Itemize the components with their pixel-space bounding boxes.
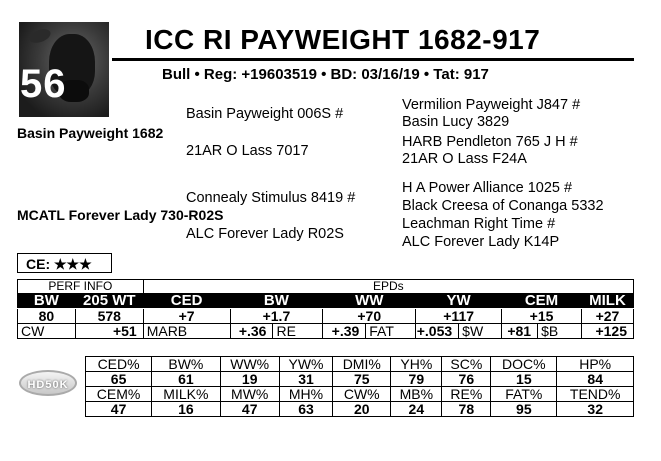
g-val: 16 — [152, 402, 220, 417]
val-cw: +51 — [75, 324, 143, 339]
g-hdr: CEM% — [86, 387, 152, 402]
g-val: 76 — [442, 372, 491, 387]
hdr-bw-actual: BW — [18, 294, 76, 309]
registration-line: Bull • Reg: +19603519 • BD: 03/16/19 • Tat: 917 — [162, 66, 489, 83]
g-hdr: YW% — [279, 357, 332, 372]
g-val: 24 — [391, 402, 442, 417]
dam: MCATL Forever Lady 730-R02S — [17, 207, 224, 223]
g-hdr: YH% — [391, 357, 442, 372]
lbl-cw: CW — [18, 324, 76, 339]
val-milk: +27 — [581, 309, 633, 324]
genomic-value-row-2 — [86, 402, 634, 417]
g-hdr: DOC% — [491, 357, 557, 372]
genomic-value-row-1 — [86, 372, 634, 387]
g-hdr: MILK% — [152, 387, 220, 402]
val-ww: +70 — [323, 309, 416, 324]
g-hdr: FAT% — [491, 387, 557, 402]
animal-ear — [28, 27, 53, 46]
g-hdr: MW% — [220, 387, 279, 402]
g-hdr: CW% — [333, 387, 391, 402]
val-bw-actual: 80 — [18, 309, 76, 324]
g-val: 79 — [391, 372, 442, 387]
animal-title: ICC RI PAYWEIGHT 1682-917 — [145, 24, 541, 55]
ds-dam: Black Creesa of Conanga 5332 — [402, 198, 604, 214]
lbl-re: RE — [273, 324, 323, 339]
g-hdr: SC% — [442, 357, 491, 372]
val-fat: +.053 — [416, 324, 459, 339]
g-val: 95 — [491, 402, 557, 417]
g-val: 31 — [279, 372, 332, 387]
val-re: +.39 — [323, 324, 366, 339]
val-marb: +.36 — [230, 324, 273, 339]
g-val: 47 — [220, 402, 279, 417]
ds-sire: H A Power Alliance 1025 # — [402, 180, 573, 196]
g-hdr: BW% — [152, 357, 220, 372]
g-val: 19 — [220, 372, 279, 387]
g-val: 32 — [557, 402, 634, 417]
g-val: 47 — [86, 402, 152, 417]
hdr-yw: YW — [416, 294, 502, 309]
g-val: 63 — [279, 402, 332, 417]
dd-sire: Leachman Right Time # — [402, 216, 556, 232]
lot-number: 56 — [20, 62, 67, 106]
epd-value-row-2 — [18, 324, 634, 339]
epd-header-row — [18, 294, 634, 309]
val-bw: +1.7 — [230, 309, 323, 324]
hdr-bw: BW — [230, 294, 323, 309]
ss-dam: Basin Lucy 3829 — [402, 114, 510, 130]
title-divider — [112, 58, 634, 61]
g-val: 75 — [333, 372, 391, 387]
g-val: 61 — [152, 372, 220, 387]
g-hdr: WW% — [220, 357, 279, 372]
sd-sire: HARB Pendleton 765 J H # — [402, 134, 578, 150]
dd-dam: ALC Forever Lady K14P — [402, 234, 560, 250]
g-hdr: CED% — [86, 357, 152, 372]
sd-dam: 21AR O Lass F24A — [402, 151, 527, 167]
hdr-ww: WW — [323, 294, 416, 309]
lbl-dollar-w: $W — [459, 324, 502, 339]
dam-sire: Connealy Stimulus 8419 # — [186, 190, 356, 206]
val-dollar-b: +125 — [581, 324, 633, 339]
g-val: 20 — [333, 402, 391, 417]
genomic-header-row-1 — [86, 357, 634, 372]
sire: Basin Payweight 1682 — [17, 125, 164, 141]
g-val: 65 — [86, 372, 152, 387]
g-val: 78 — [442, 402, 491, 417]
g-hdr: HP% — [557, 357, 634, 372]
val-dollar-w: +81 — [502, 324, 538, 339]
epds-group: EPDs — [143, 280, 633, 294]
g-hdr: RE% — [442, 387, 491, 402]
g-hdr: MH% — [279, 387, 332, 402]
lbl-dollar-b: $B — [538, 324, 582, 339]
hdr-205wt: 205 WT — [75, 294, 143, 309]
perf-info-group: PERF INFO — [18, 280, 144, 294]
dam-dam: ALC Forever Lady R02S — [186, 226, 344, 242]
hd50k-logo: HD50K — [19, 370, 77, 396]
hdr-ced: CED — [143, 294, 230, 309]
epd-table — [17, 279, 634, 339]
epd-value-row — [18, 309, 634, 324]
lbl-fat: FAT — [366, 324, 416, 339]
val-205wt: 578 — [75, 309, 143, 324]
lbl-marb: MARB — [143, 324, 230, 339]
sire-sire: Basin Payweight 006S # — [186, 106, 344, 122]
genomic-table — [85, 356, 634, 417]
g-hdr: DMI% — [333, 357, 391, 372]
val-ced: +7 — [143, 309, 230, 324]
g-hdr: MB% — [391, 387, 442, 402]
g-val: 15 — [491, 372, 557, 387]
genomic-header-row-2 — [86, 387, 634, 402]
g-val: 84 — [557, 372, 634, 387]
hdr-milk: MILK — [581, 294, 633, 309]
val-cem: +15 — [502, 309, 582, 324]
val-yw: +117 — [416, 309, 502, 324]
sire-dam: 21AR O Lass 7017 — [186, 143, 309, 159]
g-hdr: TEND% — [557, 387, 634, 402]
calving-ease-box: CE: ★★★ — [17, 253, 112, 273]
hdr-cem: CEM — [502, 294, 582, 309]
ss-sire: Vermilion Payweight J847 # — [402, 97, 581, 113]
